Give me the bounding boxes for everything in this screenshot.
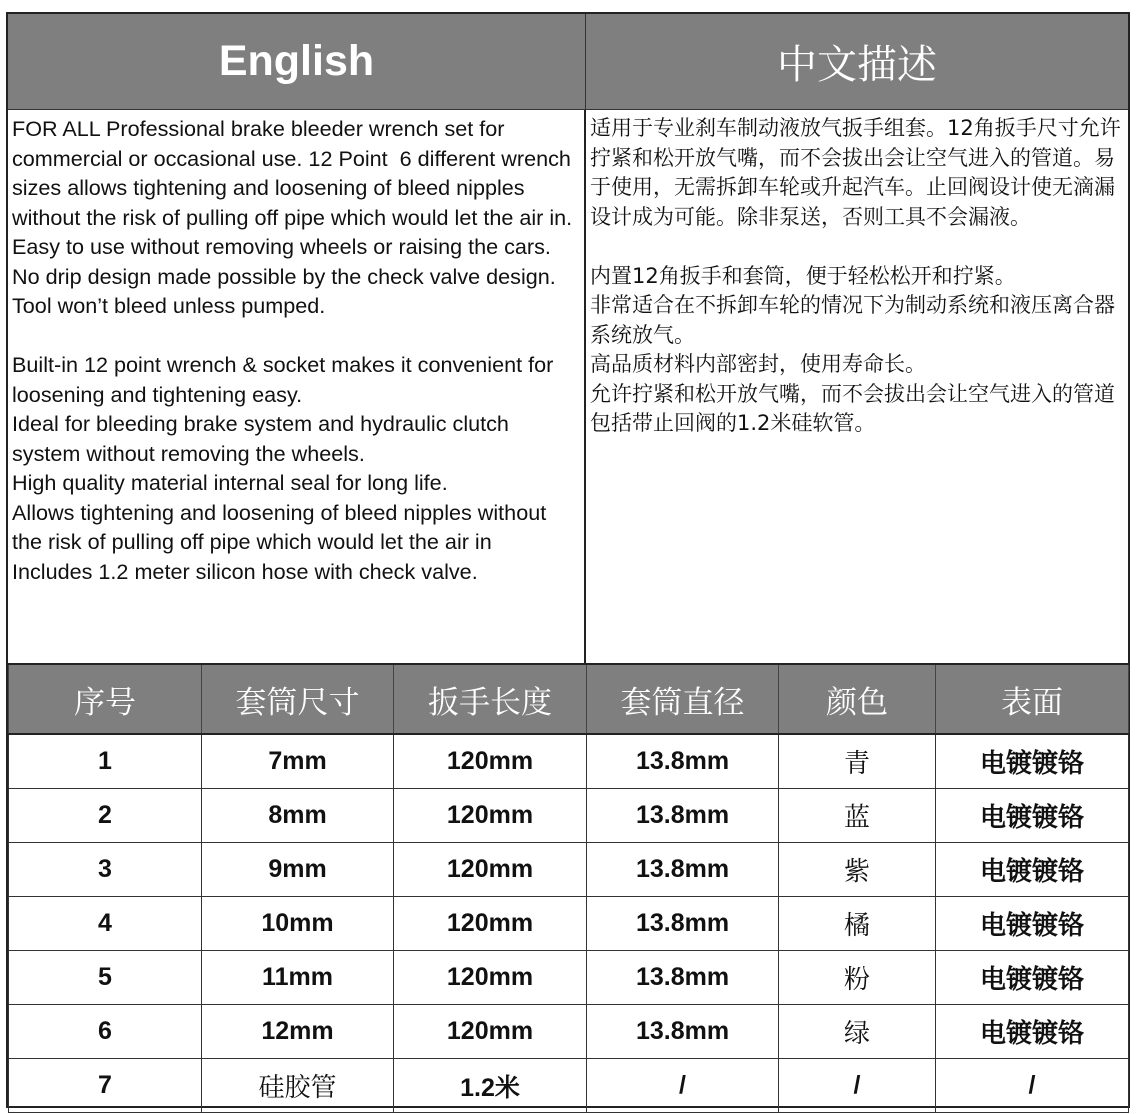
english-header: English	[8, 14, 586, 109]
col-header-index: 序号	[9, 664, 202, 734]
col-header-socket-size: 套筒尺寸	[202, 664, 394, 734]
cell-surface: 电镀镀铬	[936, 734, 1129, 789]
english-description: FOR ALL Professional brake bleeder wrench set for commercial or occasional use. 12 Point 6 different wrench sizes allows tightening and loosening of bleed nipples without the risk of pulling off pipe which would let the air in. Easy to use without removing wheels or raising the cars. No drip design made possible by the check valve design. Tool won’t bleed unless pumped. Built-in 12 point wrench & socket makes it convenient for loosening and tightening easy. Ideal for bleeding brake system and hydraulic clutch system without removing the wheels. High quality material internal seal for long life. Allows tightening and loosening of bleed nipples without the risk of pulling off pipe which would let the air in Includes 1.2 meter silicon hose with check valve.	[8, 110, 586, 663]
cell-socket-diameter: 13.8mm	[587, 734, 779, 789]
cell-socket-diameter: 13.8mm	[587, 1005, 779, 1059]
cell-socket-size: 硅胶管	[202, 1059, 394, 1113]
cell-socket-diameter: /	[587, 1059, 779, 1113]
cell-color: 蓝	[779, 789, 936, 843]
cell-socket-size: 10mm	[202, 897, 394, 951]
cell-index: 5	[9, 951, 202, 1005]
cell-color: 青	[779, 734, 936, 789]
chinese-description: 适用于专业刹车制动液放气扳手组套。12角扳手尺寸允许拧紧和松开放气嘴，而不会拔出会让空气进入的管道。易于使用，无需拆卸车轮或升起汽车。止回阀设计使无滴漏设计成为可能。除非泵送，否则工具不会漏液。 内置12角扳手和套筒，便于轻松松开和拧紧。 非常适合在不拆卸车轮的情况下为制动系统和液压离合器系统放气。 高品质材料内部密封，使用寿命长。 允许拧紧和松开放气嘴，而不会拔出会让空气进入的管道 包括带止回阀的1.2米硅软管。	[590, 116, 1121, 435]
table-row	[9, 897, 1129, 951]
chinese-header: 中文描述	[586, 14, 1128, 109]
table-row	[9, 1059, 1129, 1113]
cell-wrench-length: 120mm	[394, 897, 587, 951]
col-header-wrench-length: 扳手长度	[394, 664, 587, 734]
cell-index: 3	[9, 843, 202, 897]
cell-wrench-length: 120mm	[394, 843, 587, 897]
cell-surface: /	[936, 1059, 1129, 1113]
cell-socket-diameter: 13.8mm	[587, 843, 779, 897]
cell-socket-size: 8mm	[202, 789, 394, 843]
cell-socket-size: 12mm	[202, 1005, 394, 1059]
cell-color: 紫	[779, 843, 936, 897]
col-header-color: 颜色	[779, 664, 936, 734]
cell-socket-size: 9mm	[202, 843, 394, 897]
col-header-socket-diameter: 套筒直径	[587, 664, 779, 734]
cell-color: 绿	[779, 1005, 936, 1059]
cell-surface: 电镀镀铬	[936, 951, 1129, 1005]
cell-wrench-length: 120mm	[394, 789, 587, 843]
cell-index: 1	[9, 734, 202, 789]
table-row	[9, 951, 1129, 1005]
cell-socket-size: 7mm	[202, 734, 394, 789]
product-sheet	[6, 12, 1130, 1108]
table-row	[9, 789, 1129, 843]
cell-socket-diameter: 13.8mm	[587, 951, 779, 1005]
cell-surface: 电镀镀铬	[936, 1005, 1129, 1059]
table-row	[9, 843, 1129, 897]
cell-socket-diameter: 13.8mm	[587, 897, 779, 951]
table-row	[9, 1005, 1129, 1059]
cell-index: 4	[9, 897, 202, 951]
cell-index: 2	[9, 789, 202, 843]
cell-socket-size: 11mm	[202, 951, 394, 1005]
cell-color: /	[779, 1059, 936, 1113]
cell-wrench-length: 120mm	[394, 951, 587, 1005]
cell-wrench-length: 1.2米	[394, 1059, 587, 1113]
cell-socket-diameter: 13.8mm	[587, 789, 779, 843]
col-header-surface: 表面	[936, 664, 1129, 734]
cell-index: 6	[9, 1005, 202, 1059]
cell-wrench-length: 120mm	[394, 734, 587, 789]
spec-table	[8, 663, 1129, 1113]
cell-color: 粉	[779, 951, 936, 1005]
cell-surface: 电镀镀铬	[936, 843, 1129, 897]
cell-color: 橘	[779, 897, 936, 951]
cell-surface: 电镀镀铬	[936, 789, 1129, 843]
cell-wrench-length: 120mm	[394, 1005, 587, 1059]
table-header-row	[9, 664, 1129, 734]
cell-index: 7	[9, 1059, 202, 1113]
table-row	[9, 734, 1129, 789]
cell-surface: 电镀镀铬	[936, 897, 1129, 951]
